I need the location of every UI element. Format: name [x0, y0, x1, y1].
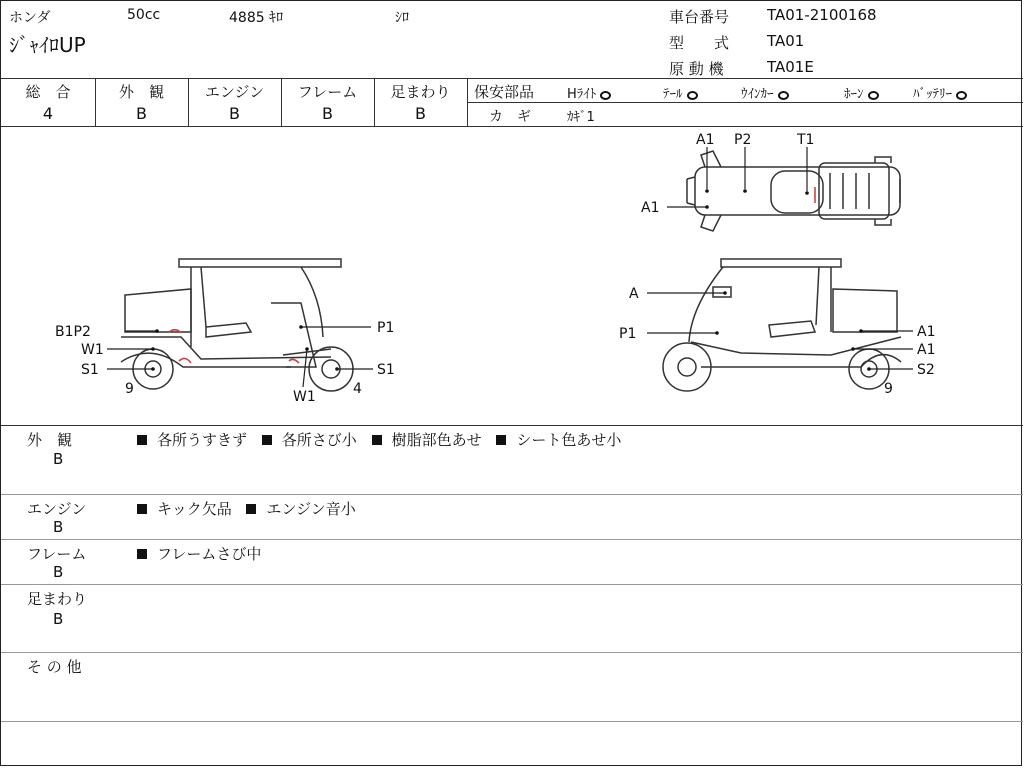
grade-total-value: 4: [42, 104, 54, 123]
comment-frame-label: フレーム: [27, 545, 87, 563]
type-label: 型 式: [669, 34, 730, 52]
maker: ホンダ: [9, 10, 51, 26]
diagram-label-left-w1-lower: W1: [293, 389, 316, 405]
diagram-label-left-w1: W1: [81, 342, 104, 358]
frame-no-label: 車台番号: [669, 8, 730, 26]
safety-title: 保安部品: [474, 83, 535, 101]
vehicle-diagram: [1, 127, 1023, 425]
safety-battery: ﾊﾞｯﾃﾘｰ: [913, 83, 967, 102]
type-value: TA01: [767, 32, 805, 50]
grade-engine-value: B: [229, 104, 240, 123]
grade-exterior-value: B: [136, 104, 147, 123]
diagram-label-top-t1: T1: [797, 132, 815, 148]
safety-horn: ﾎｰﾝ: [844, 83, 879, 102]
right-side-view-drawing: [663, 259, 901, 391]
grade-frame-label: フレーム: [297, 83, 358, 101]
frame-no: TA01-2100168: [767, 6, 877, 24]
diagram-label-left-9: 9: [125, 381, 134, 397]
comment-frame-grade: B: [53, 563, 64, 581]
color: ｼﾛ: [395, 10, 409, 26]
displacement: 50cc: [127, 7, 161, 23]
grade-frame-value: B: [322, 104, 333, 123]
comment-exterior-grade: B: [53, 450, 64, 468]
diagram-label-left-s1-rear: S1: [377, 362, 395, 378]
safety-winker: ｳｲﾝｶｰ: [741, 83, 789, 102]
comment-suspension-grade: B: [53, 610, 64, 628]
diagram-label-top-a1-lower: A1: [641, 200, 660, 216]
comment-other-label: そ の 他: [27, 658, 82, 676]
model-name: ｼﾞｬｲﾛUP: [9, 33, 86, 57]
comment-exterior-notes: 各所うすきず 各所さび小 樹脂部色あせ シート色あせ小: [137, 429, 621, 450]
comment-engine-notes: キック欠品 エンジン音小: [137, 498, 356, 519]
safety-taillight: ﾃｰﾙ: [663, 83, 698, 102]
comment-engine-label: エンジン: [27, 500, 87, 518]
comment-exterior-label: 外 観: [27, 431, 73, 449]
diagram-label-right-s2: S2: [917, 362, 935, 378]
engine-value: TA01E: [767, 58, 814, 76]
safety-headlight: Hﾗｲﾄ: [567, 83, 611, 102]
grade-suspension-label: 足まわり: [390, 83, 451, 101]
grade-exterior-label: 外 観: [118, 83, 164, 101]
diagram-label-right-p1: P1: [619, 326, 637, 342]
comment-suspension-label: 足まわり: [27, 590, 88, 608]
diagram-label-left-p1: P1: [377, 320, 395, 336]
key-label: カ ギ: [489, 109, 531, 125]
grade-engine-label: エンジン: [204, 83, 265, 101]
diagram-label-right-9: 9: [884, 381, 893, 397]
diagram-label-left-s1: S1: [81, 362, 99, 378]
diagram-label-right-a1: A1: [917, 324, 936, 340]
mileage: 4885 ｷﾛ: [229, 10, 284, 26]
comment-frame-notes: フレームさび中: [137, 543, 261, 564]
grade-total-label: 総 合: [25, 83, 71, 101]
left-side-view-drawing: [121, 259, 353, 391]
diagram-label-top-p2: P2: [734, 132, 752, 148]
diagram-label-right-a: A: [629, 286, 639, 302]
diagram-label-left-4: 4: [353, 381, 362, 397]
engine-label: 原 動 機: [669, 60, 724, 78]
comment-engine-grade: B: [53, 518, 64, 536]
top-view-drawing: [687, 151, 900, 231]
grade-suspension-value: B: [415, 104, 426, 123]
diagram-label-top-a1: A1: [696, 132, 715, 148]
diagram-label-left-b1p2: B1P2: [55, 324, 91, 340]
key-value: ｶｷﾞ1: [567, 110, 595, 125]
diagram-label-right-a1-lower: A1: [917, 342, 936, 358]
